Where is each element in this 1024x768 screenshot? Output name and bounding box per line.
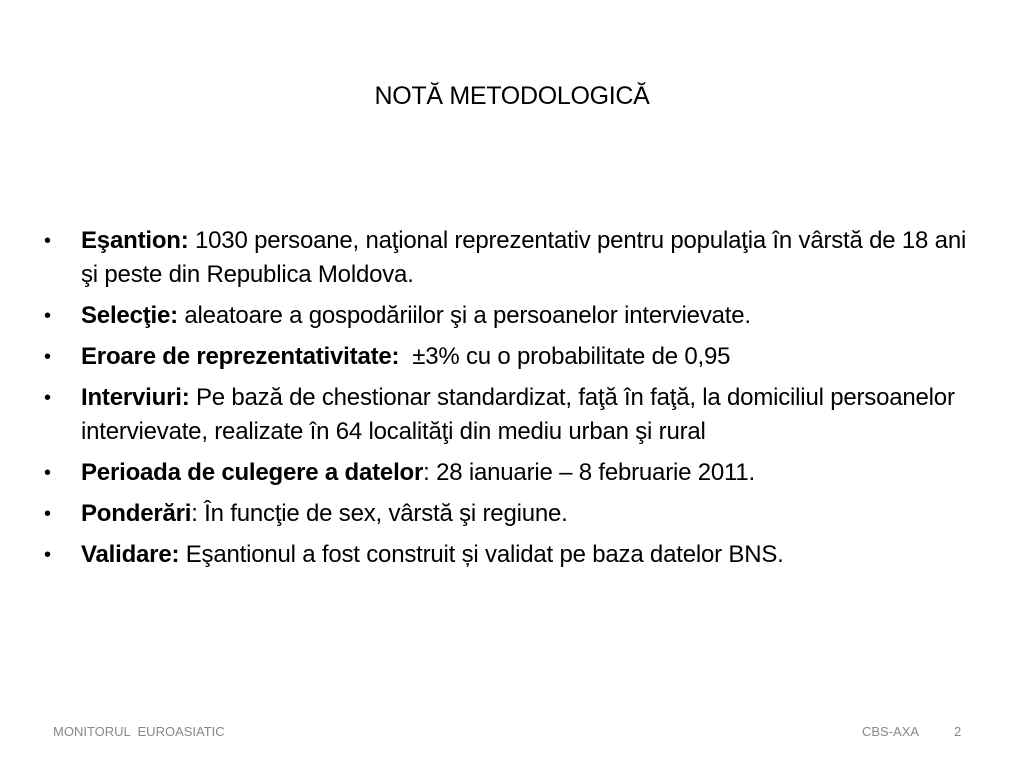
bullet-text: Pe bază de chestionar standardizat, faţă în faţă, la domiciliul persoanelor intervievate, realizate în 64 localităţi din mediu urban şi rural: [81, 384, 955, 445]
bullet-item-selectie: [44, 299, 974, 333]
bullet-dot-icon: •: [44, 544, 51, 566]
bullet-item-ponderari: [44, 497, 974, 531]
bullet-dot-icon: •: [44, 305, 51, 327]
footer-organization: CBS-AXA: [862, 724, 920, 739]
bullet-item-perioada: [44, 456, 974, 490]
bullet-dot-icon: •: [44, 462, 51, 484]
bullet-term: Ponderări: [81, 500, 192, 527]
bullet-dot-icon: •: [44, 387, 51, 409]
bullet-dot-icon: •: [44, 503, 51, 525]
footer-page-number: 2: [954, 724, 962, 739]
bullet-item-eroare: [44, 340, 974, 374]
bullet-dot-icon: •: [44, 230, 51, 252]
slide-title: NOTĂ METODOLOGICĂ: [374, 82, 650, 110]
bullet-text: : 28 ianuarie – 8 februarie 2011.: [423, 459, 756, 486]
bullet-term: Interviuri:: [81, 384, 190, 411]
bullet-text: : În funcţie de sex, vârstă şi regiune.: [191, 500, 568, 527]
bullet-item-interviuri: [44, 381, 974, 449]
methodology-bullet-list: [44, 224, 974, 579]
bullet-term: Perioada de culegere a datelor: [81, 459, 424, 486]
bullet-term: Eroare de reprezentativitate:: [81, 343, 400, 370]
bullet-item-validare: [44, 538, 974, 572]
bullet-text: aleatoare a gospodăriilor şi a persoanelor intervievate.: [177, 302, 751, 329]
bullet-term: Eşantion:: [81, 227, 189, 254]
footer-publication-name: MONITORUL EUROASIATIC: [53, 724, 225, 739]
bullet-text: 1030 persoane, naţional reprezentativ pentru populaţia în vârstă de 18 ani şi peste din Republica Moldova.: [81, 227, 967, 288]
bullet-text: ±3% cu o probabilitate de 0,95: [399, 343, 731, 370]
bullet-term: Selecţie:: [81, 302, 178, 329]
bullet-item-esantion: [44, 224, 974, 292]
bullet-dot-icon: •: [44, 346, 51, 368]
bullet-term: Validare:: [81, 541, 180, 568]
bullet-text: Eşantionul a fost construit și validat pe baza datelor BNS.: [179, 541, 784, 568]
